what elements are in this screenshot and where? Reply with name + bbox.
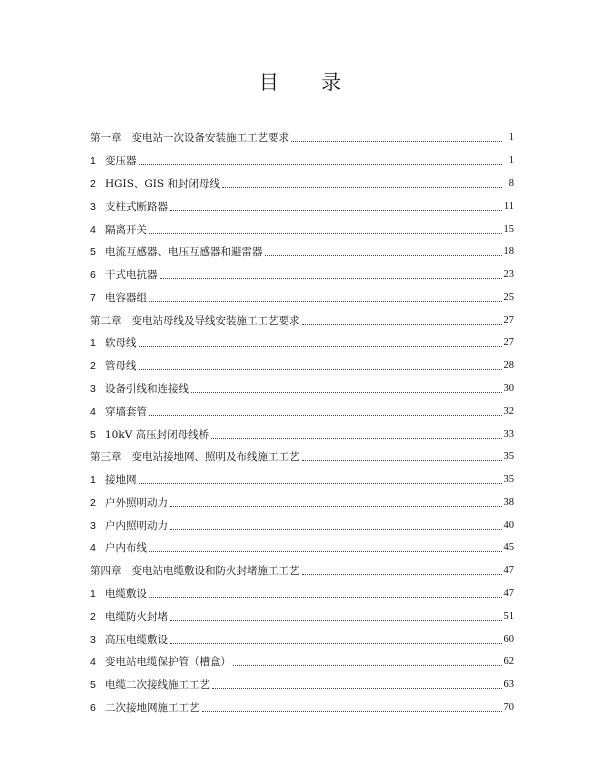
toc-entry-text: 接地网 — [105, 474, 137, 487]
toc-section-entry[interactable] — [90, 623, 514, 645]
dot-leader — [170, 642, 502, 644]
toc-entry-text: 电缆二次接线施工工艺 — [105, 679, 210, 692]
toc-entry-label — [90, 702, 200, 714]
dot-leader — [149, 232, 502, 234]
toc-section-number: 2 — [90, 610, 96, 623]
toc-page-number: 8 — [508, 177, 514, 189]
toc-entry-text: 电容器组 — [105, 291, 147, 304]
toc-section-number: 4 — [90, 405, 96, 418]
toc-page-number: 47 — [503, 588, 514, 600]
toc-entry-label — [90, 474, 137, 486]
toc-page-number: 33 — [503, 428, 514, 440]
toc-entry-label — [90, 383, 189, 395]
toc-entry-text: 电流互感器、电压互感器和避雷器 — [105, 246, 263, 259]
toc-entry-label — [90, 132, 289, 144]
toc-page-number: 35 — [503, 474, 514, 486]
toc-page-number: 40 — [503, 519, 514, 531]
toc-page-number: 23 — [503, 269, 514, 281]
toc-chapter-number: 第四章 — [90, 565, 122, 578]
toc-section-entry[interactable] — [90, 145, 514, 167]
toc-section-number: 3 — [90, 200, 96, 213]
toc-section-entry[interactable] — [90, 600, 514, 622]
dot-leader — [265, 254, 502, 256]
toc-entry-label — [90, 542, 147, 554]
toc-page-number: 11 — [503, 200, 514, 212]
dot-leader — [233, 664, 502, 666]
toc-entry-label — [90, 656, 231, 668]
toc-entry-text: 电缆防火封堵 — [105, 610, 168, 623]
toc-page-number: 35 — [503, 451, 514, 463]
toc-chapter-entry[interactable] — [90, 122, 514, 144]
dot-leader — [139, 368, 502, 370]
toc-entry-label — [90, 337, 137, 349]
toc-entry-text: 干式电抗器 — [105, 269, 158, 282]
toc-section-number: 5 — [90, 246, 96, 259]
dot-leader — [191, 391, 502, 393]
toc-section-number: 3 — [90, 382, 96, 395]
toc-entry-text: 户内布线 — [105, 542, 147, 555]
toc-section-entry[interactable] — [90, 646, 514, 668]
dot-leader — [149, 596, 502, 598]
toc-entry-text: 户内照明动力 — [105, 519, 168, 532]
dot-leader — [149, 414, 502, 416]
toc-entry-label — [90, 201, 168, 213]
toc-entry-text: 设备引线和连接线 — [105, 382, 189, 395]
toc-section-entry[interactable] — [90, 259, 514, 281]
toc-entry-text: 电缆敷设 — [105, 588, 147, 601]
toc-page-number: 1 — [508, 155, 514, 167]
toc-page-number: 27 — [503, 337, 514, 349]
toc-chapter-entry[interactable] — [90, 304, 514, 326]
toc-entry-text: 高压电缆敷设 — [105, 633, 168, 646]
toc-entry-label — [90, 634, 168, 646]
toc-section-number: 2 — [90, 177, 96, 190]
toc-entry-label — [90, 565, 300, 577]
page-title: 目 录 — [258, 70, 360, 94]
toc-section-entry[interactable] — [90, 236, 514, 258]
dot-leader — [149, 550, 502, 552]
toc-entry-label — [90, 497, 168, 509]
toc-section-number: 4 — [90, 223, 96, 236]
toc-section-entry[interactable] — [90, 509, 514, 531]
toc-section-number: 6 — [90, 269, 96, 282]
toc-page-number: 60 — [503, 633, 514, 645]
toc-page-number: 45 — [503, 542, 514, 554]
toc-entry-text: 10kV 高压封闭母线桥 — [105, 428, 210, 441]
toc-entry-text: 变电站一次设备安装施工工艺要求 — [131, 132, 289, 145]
dot-leader — [149, 300, 502, 302]
toc-entry-label — [90, 292, 147, 304]
dot-leader — [302, 573, 502, 575]
toc-entry-label — [90, 178, 220, 190]
toc-page-number: 32 — [503, 405, 514, 417]
dot-leader — [139, 163, 503, 165]
toc-entry-text: 支柱式断路器 — [105, 200, 168, 213]
toc-entry-label — [90, 246, 263, 258]
toc-page-number: 27 — [503, 314, 514, 326]
toc-section-entry[interactable] — [90, 418, 514, 440]
toc-entry-label — [90, 451, 300, 463]
toc-section-entry[interactable] — [90, 168, 514, 190]
toc-entry-text: 穿墙套管 — [105, 405, 147, 418]
toc-entry-text: 隔离开关 — [105, 223, 147, 236]
toc-section-number: 3 — [90, 519, 96, 532]
toc-page-number: 47 — [503, 565, 514, 577]
toc-entry-label — [90, 520, 168, 532]
toc-section-entry[interactable] — [90, 213, 514, 235]
toc-section-number: 2 — [90, 360, 96, 373]
toc-entry-text: 户外照明动力 — [105, 496, 168, 509]
toc-entry-label — [90, 155, 137, 167]
toc-entry-label — [90, 406, 147, 418]
toc-chapter-number: 第一章 — [90, 132, 122, 145]
toc-section-entry[interactable] — [90, 281, 514, 303]
dot-leader — [222, 186, 502, 188]
dot-leader — [302, 323, 502, 325]
toc-entry-label — [90, 224, 147, 236]
toc-section-entry[interactable] — [90, 373, 514, 395]
toc-entry-text: HGIS、GIS 和封闭母线 — [105, 177, 220, 190]
toc-entry-label — [90, 588, 147, 600]
toc-section-number: 1 — [90, 155, 96, 168]
toc-entry-label — [90, 269, 158, 281]
toc-entry-label — [90, 360, 137, 372]
toc-page-number: 51 — [503, 610, 514, 622]
toc-section-number: 7 — [90, 291, 96, 304]
toc-section-entry[interactable] — [90, 395, 514, 417]
toc-page-number: 70 — [503, 701, 514, 713]
toc-section-number: 4 — [90, 656, 96, 669]
toc-section-number: 1 — [90, 588, 96, 601]
dot-leader — [202, 710, 502, 712]
dot-leader — [170, 528, 502, 530]
toc-section-number: 5 — [90, 428, 96, 441]
toc-section-number: 5 — [90, 679, 96, 692]
dot-leader — [170, 619, 502, 621]
toc-page-number: 25 — [503, 291, 514, 303]
toc-entry-text: 变压器 — [105, 155, 137, 168]
toc-entry-text: 二次接地网施工工艺 — [105, 701, 200, 714]
toc-entry-label — [90, 429, 209, 441]
toc-page-number: 63 — [503, 679, 514, 691]
dot-leader — [291, 140, 502, 142]
toc-section-entry[interactable] — [90, 350, 514, 372]
toc-page-number: 15 — [503, 223, 514, 235]
toc-section-number: 6 — [90, 701, 96, 714]
dot-leader — [211, 437, 501, 439]
dot-leader — [139, 482, 502, 484]
dot-leader — [170, 209, 502, 211]
toc-chapter-number: 第三章 — [90, 451, 122, 464]
toc-section-entry[interactable] — [90, 487, 514, 509]
toc-entry-text: 变电站电缆保护管（槽盒） — [105, 656, 231, 669]
toc-page-number: 1 — [508, 132, 514, 144]
dot-leader — [139, 345, 502, 347]
toc-entry-label — [90, 611, 168, 623]
toc-entry-label — [90, 315, 300, 327]
toc-chapter-entry[interactable] — [90, 555, 514, 577]
toc-chapter-entry[interactable] — [90, 441, 514, 463]
toc-section-entry[interactable] — [90, 464, 514, 486]
toc-section-entry[interactable] — [90, 532, 514, 554]
dot-leader — [212, 687, 502, 689]
dot-leader — [160, 277, 502, 279]
toc-section-number: 1 — [90, 337, 96, 350]
toc-section-entry[interactable] — [90, 692, 514, 714]
dot-leader — [302, 459, 502, 461]
toc-section-entry[interactable] — [90, 669, 514, 691]
toc-section-number: 3 — [90, 633, 96, 646]
toc-section-number: 4 — [90, 542, 96, 555]
toc-section-number: 1 — [90, 474, 96, 487]
toc-chapter-number: 第二章 — [90, 314, 122, 327]
toc-entry-label — [90, 679, 210, 691]
toc-page-number: 18 — [503, 246, 514, 258]
toc-list — [90, 122, 514, 714]
dot-leader — [170, 505, 502, 507]
toc-page-number: 62 — [503, 656, 514, 668]
toc-entry-text: 管母线 — [105, 360, 137, 373]
toc-entry-text: 变电站接地网、照明及布线施工工艺 — [131, 451, 300, 464]
toc-page-number: 30 — [503, 382, 514, 394]
toc-section-number: 2 — [90, 496, 96, 509]
toc-section-entry[interactable] — [90, 327, 514, 349]
toc-page-number: 28 — [503, 360, 514, 372]
toc-entry-text: 变电站母线及导线安装施工工艺要求 — [131, 314, 300, 327]
toc-entry-text: 软母线 — [105, 337, 137, 350]
toc-page-number: 38 — [503, 496, 514, 508]
toc-entry-text: 变电站电缆敷设和防火封堵施工工艺 — [131, 565, 300, 578]
toc-section-entry[interactable] — [90, 190, 514, 212]
toc-section-entry[interactable] — [90, 578, 514, 600]
